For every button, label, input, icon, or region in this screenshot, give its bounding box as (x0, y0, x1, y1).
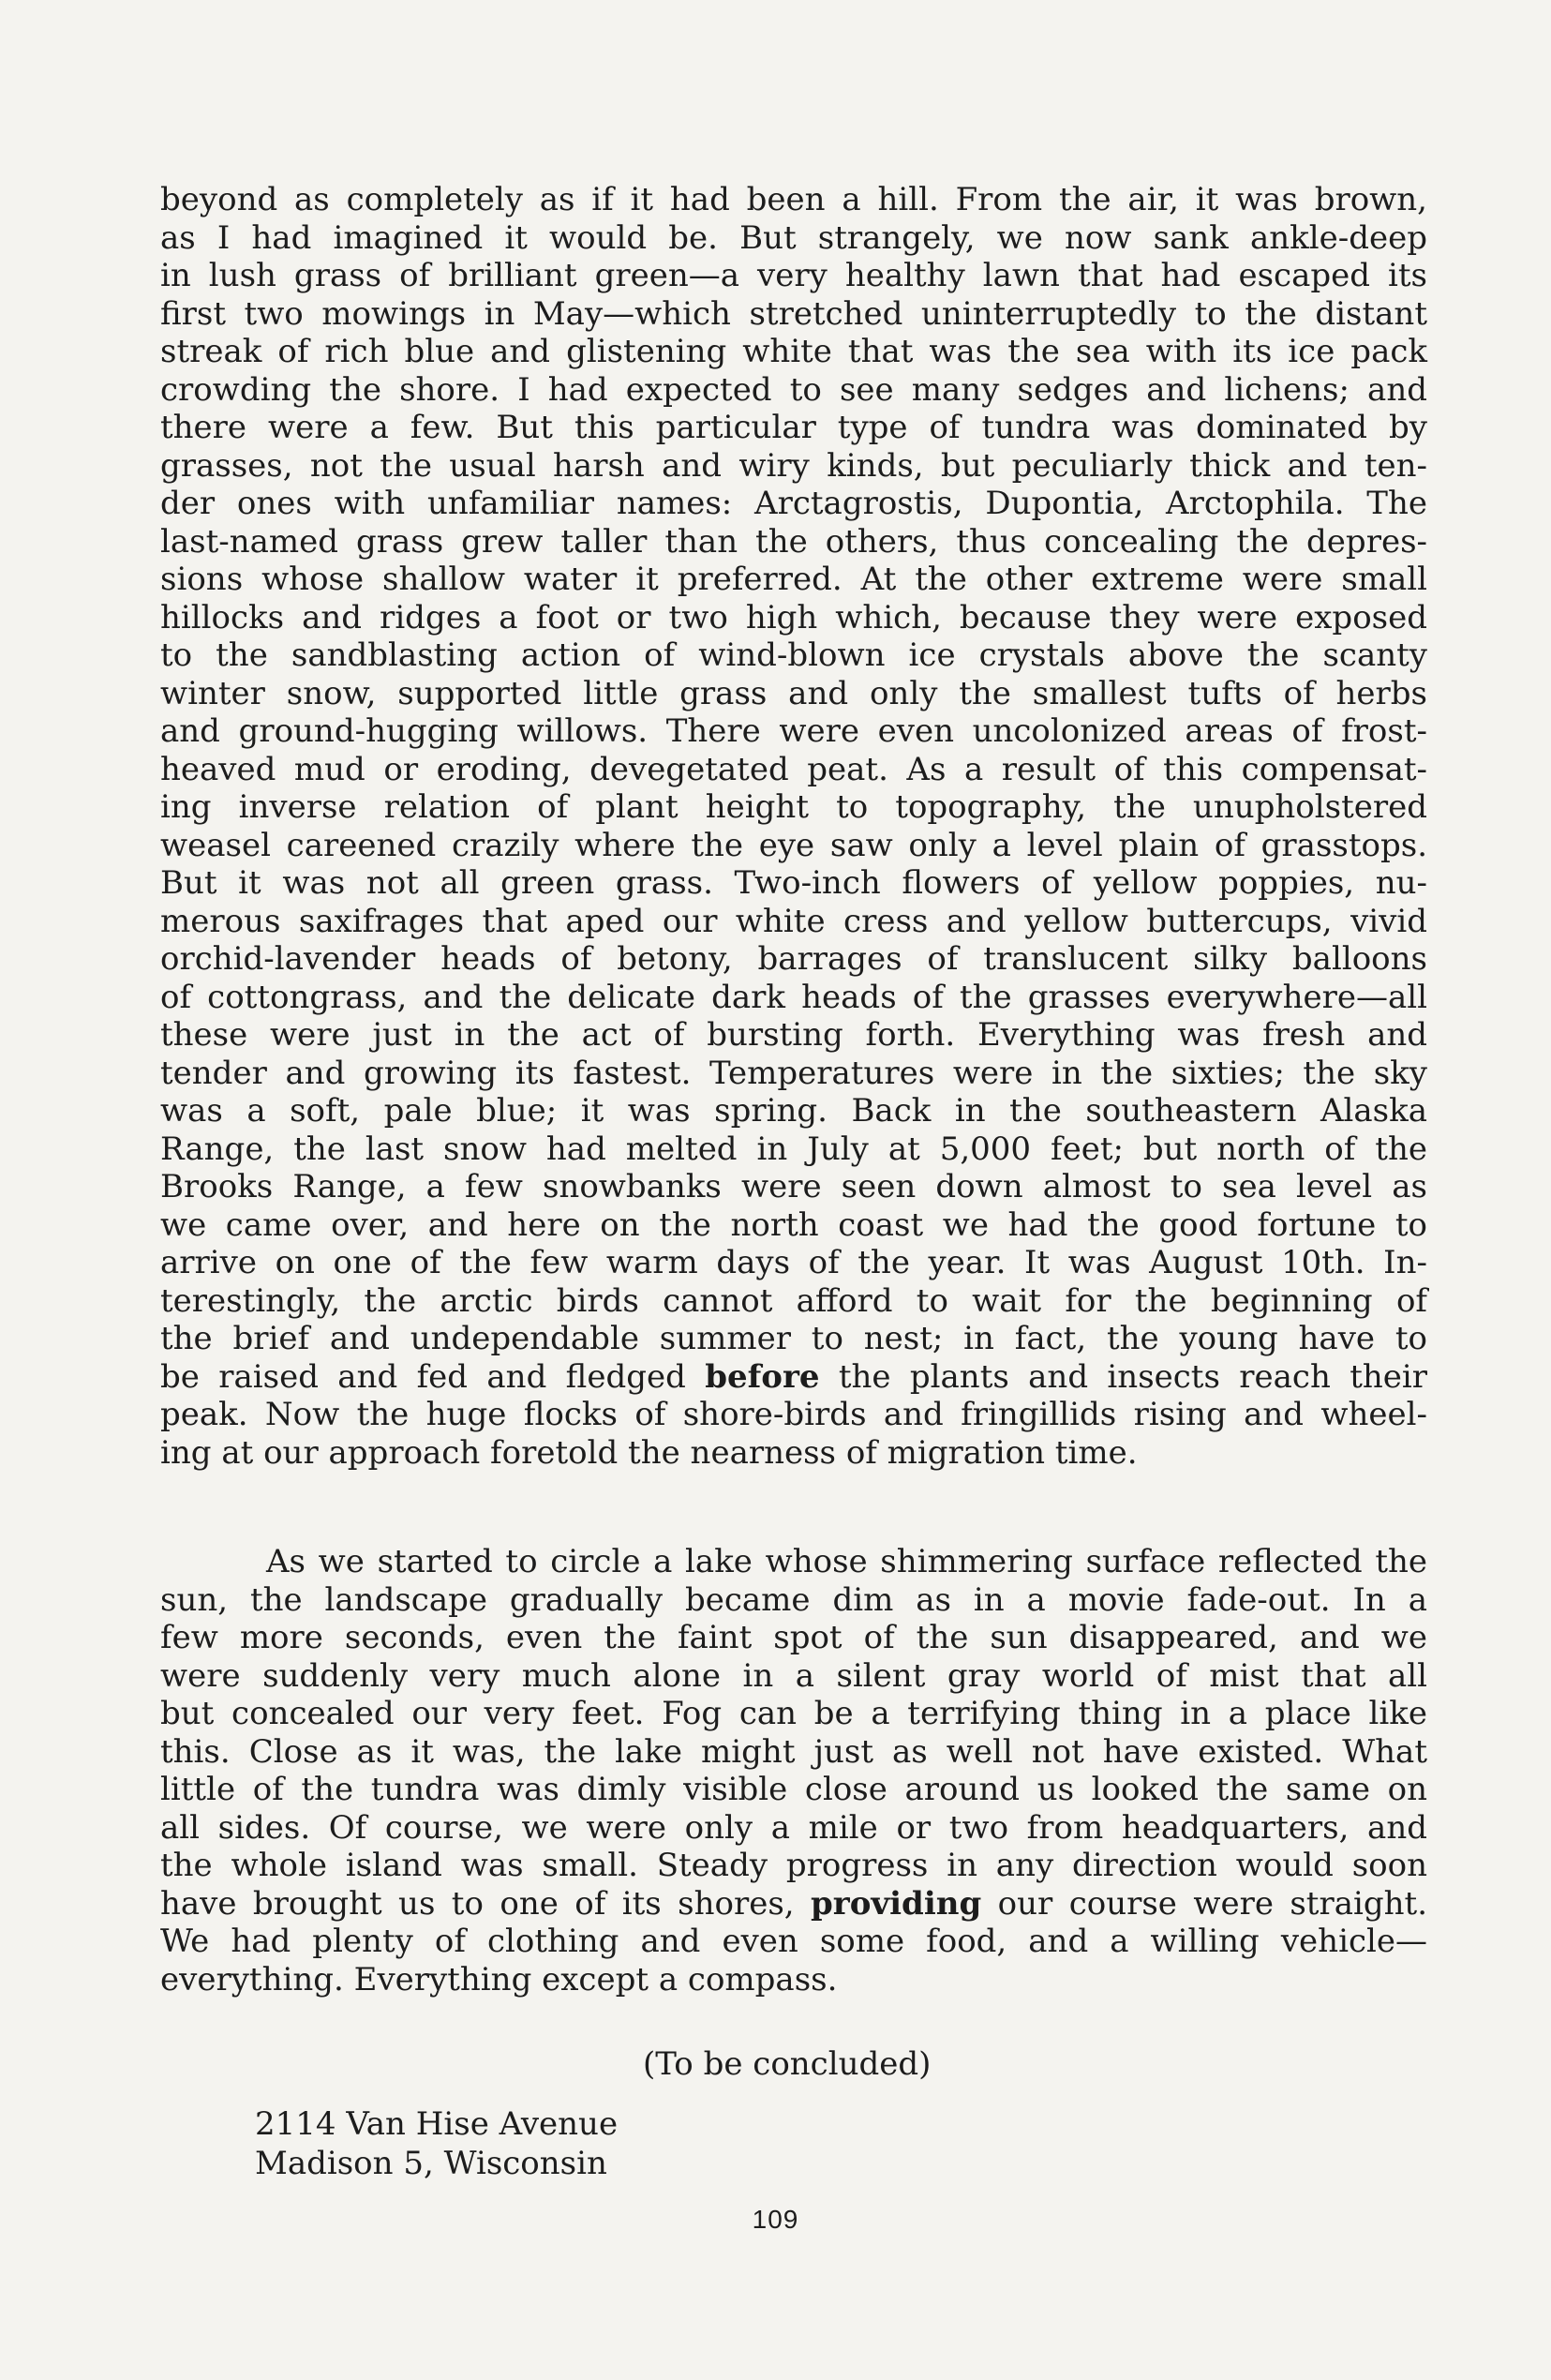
text-line: weasel careened crazily where the eye saw only a level plain of grasstops. (160, 827, 1427, 864)
text-line: we came over, and here on the north coast we had the good fortune to (160, 1206, 1427, 1244)
text-line: these were just in the act of bursting forth. Everything was fresh and (160, 1016, 1427, 1054)
text-line: few more seconds, even the faint spot of the sun disappeared, and we (160, 1619, 1427, 1656)
text-line: terestingly, the arctic birds cannot afford to wait for the beginning of (160, 1282, 1427, 1320)
text-line: arrive on one of the few warm days of the year. It was August 10th. In- (160, 1244, 1427, 1281)
text-line: We had plenty of clothing and even some food, and a willing vehicle— (160, 1923, 1427, 1960)
text-line: as I had imagined it would be. But strangely, we now sank ankle-deep (160, 219, 1427, 257)
text-line: As we started to circle a lake whose shimmering surface reflected the (266, 1543, 1427, 1580)
text-line: ing inverse relation of plant height to topography, the unupholstered (160, 788, 1427, 826)
text-line: be raised and fed and fledged before the plants and insects reach their (160, 1358, 1428, 1396)
text-line: of cottongrass, and the delicate dark heads of the grasses everywhere—all (160, 979, 1427, 1016)
text-line: crowding the shore. I had expected to see many sedges and lichens; and (160, 371, 1427, 409)
text-line: all sides. Of course, we were only a mile or two from headquarters, and (160, 1809, 1427, 1847)
text-line: have brought us to one of its shores, providing our course were straight. (160, 1885, 1427, 1923)
text-line: ing at our approach foretold the nearness of migration time. (160, 1434, 1138, 1472)
text-line: hillocks and ridges a foot or two high which, because they were exposed (160, 599, 1427, 636)
text-line: little of the tundra was dimly visible close around us looked the same on (160, 1771, 1427, 1808)
text-line: Brooks Range, a few snowbanks were seen down almost to sea level as (160, 1168, 1427, 1205)
text-line: tender and growing its fastest. Temperatures were in the sixties; the sky (160, 1055, 1427, 1092)
text-line: sun, the landscape gradually became dim as in a movie fade-out. In a (160, 1581, 1427, 1619)
text-line: merous saxifrages that aped our white cress and yellow buttercups, vivid (160, 903, 1427, 940)
text-line: the brief and undependable summer to nest; in fact, the young have to (160, 1320, 1427, 1357)
text-line: was a soft, pale blue; it was spring. Back in the southeastern Alaska (160, 1092, 1427, 1130)
text-line: this. Close as it was, the lake might just as well not have existed. What (160, 1733, 1427, 1771)
address-street: 2114 Van Hise Avenue (255, 2105, 619, 2143)
text-line: in lush grass of brilliant green—a very healthy lawn that had escaped its (160, 257, 1427, 294)
continuation-note: (To be concluded) (643, 2045, 932, 2083)
text-line: to the sandblasting action of wind-blown ice crystals above the scanty (160, 636, 1427, 674)
text-line: peak. Now the huge flocks of shore-birds and fringillids rising and wheel- (160, 1396, 1427, 1433)
text-line: streak of rich blue and glistening white that was the sea with its ice pack (160, 333, 1427, 370)
text-line: orchid-lavender heads of betony, barrages of translucent silky balloons (160, 940, 1427, 978)
text-line: everything. Everything except a compass. (160, 1961, 838, 1998)
address-city: Madison 5, Wisconsin (255, 2145, 607, 2182)
text-line: last-named grass grew taller than the others, thus concealing the depres- (160, 523, 1427, 561)
page-number: 109 (752, 2205, 799, 2234)
text-line: sions whose shallow water it preferred. At the other extreme were small (160, 561, 1427, 598)
text-line: but concealed our very feet. Fog can be a terrifying thing in a place like (160, 1695, 1427, 1732)
text-line: But it was not all green grass. Two-inch flowers of yellow poppies, nu- (160, 864, 1427, 902)
text-line: der ones with unfamiliar names: Arctagrostis, Dupontia, Arctophila. The (160, 485, 1427, 522)
text-line: Range, the last snow had melted in July at 5,000 feet; but north of the (160, 1130, 1427, 1168)
text-line: winter snow, supported little grass and only the smallest tufts of herbs (160, 675, 1427, 712)
text-line: were suddenly very much alone in a silent gray world of mist that all (160, 1657, 1427, 1695)
text-line: heaved mud or eroding, devegetated peat. As a result of this compensat- (160, 751, 1427, 788)
text-line: beyond as completely as if it had been a hill. From the air, it was brown, (160, 181, 1427, 218)
text-line: and ground-hugging willows. There were even uncolonized areas of frost- (160, 712, 1427, 750)
text-line: there were a few. But this particular type of tundra was dominated by (160, 409, 1427, 446)
text-line: grasses, not the usual harsh and wiry kinds, but peculiarly thick and ten- (160, 447, 1427, 485)
text-line: the whole island was small. Steady progress in any direction would soon (160, 1847, 1427, 1884)
text-line: first two mowings in May—which stretched uninterruptedly to the distant (160, 295, 1427, 333)
